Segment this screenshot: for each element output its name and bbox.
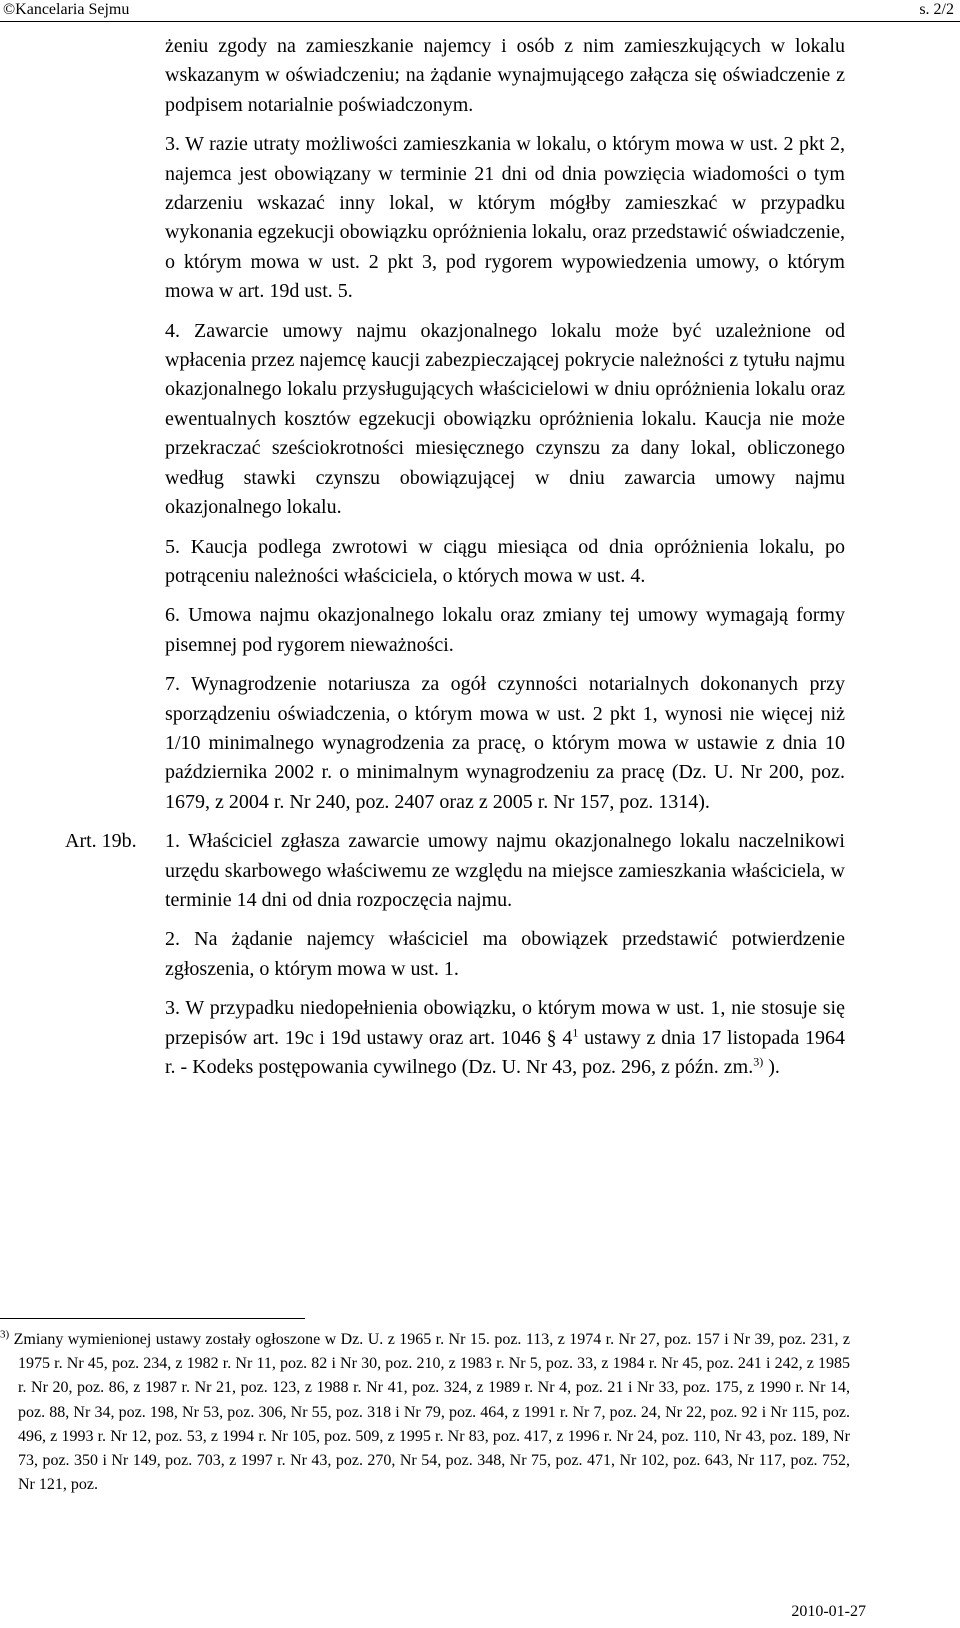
header-page-number: s. 2/2: [919, 1, 954, 18]
footnote-separator: [0, 1318, 305, 1319]
header-rule: [0, 21, 960, 22]
footnote-mark: 3): [0, 1328, 10, 1341]
footnote-3: [0, 1328, 850, 1497]
footnote-reference[interactable]: 3): [753, 1054, 764, 1069]
section-3-superscript: 1: [572, 1024, 579, 1039]
article-19b-section-2: 2. Na żądanie najemcy właściciel ma obowiązek przedstawić potwierdzenie zgłoszenia, o którym mowa w ust. 1.: [165, 928, 845, 980]
page-header: [0, 0, 960, 20]
paragraph-3: 3. W razie utraty możliwości zamieszkania w lokalu, o którym mowa w ust. 2 pkt 2, najemca jest obowiązany w terminie 21 dni od dnia powzięcia wiadomości o tym zdarzeniu wskazać inny lokal, w którym mógłby zamieszkać w przypadku wykonania egzekucji obowiązku opróżnienia lokalu, oraz przedstawić oświadczenie, o którym mowa w ust. 2 pkt 3, pod rygorem wypowiedzenia umowy, o którym mowa w art. 19d ust. 5.: [165, 133, 845, 303]
article-19b-section-1: 1. Właściciel zgłasza zawarcie umowy najmu okazjonalnego lokalu naczelnikowi urzędu skarbowego właściwemu ze względu na miejsce zamieszkania właściciela, w terminie 14 dni od dnia rozpoczęcia najmu.: [165, 830, 845, 911]
article-19b-section-3: [165, 994, 845, 1082]
section-3-text-a: 3. W przypadku niedopełnienia obowiązku, o którym mowa w ust. 1, nie stosuje się przepisów art. 19c i 19d ustawy oraz art. 1046 § 4: [165, 997, 845, 1049]
section-3-text-c: ).: [763, 1056, 780, 1078]
paragraph-6: 6. Umowa najmu okazjonalnego lokalu oraz zmiany tej umowy wymagają formy pisemnej pod rygorem nieważności.: [165, 604, 845, 656]
article-label: Art. 19b.: [65, 830, 137, 853]
paragraph-7: 7. Wynagrodzenie notariusza za ogół czynności notarialnych dokonanych przy sporządzeniu oświadczenia, o którym mowa w ust. 2 pkt 1, wynosi nie więcej niż 1/10 minimalnego wynagrodzenia za pracę, o którym mowa w ustawie z dnia 10 października 2002 r. o minimalnym wynagrodzeniu za pracę (Dz. U. Nr 200, poz. 1679, z 2004 r. Nr 240, poz. 2407 oraz z 2005 r. Nr 157, poz. 1314).: [165, 673, 845, 813]
footnote-text: Zmiany wymienionej ustawy zostały ogłoszone w Dz. U. z 1965 r. Nr 15. poz. 113, z 1974 r. Nr 27, poz. 157 i Nr 39, poz. 231, z 1975 r. Nr 45, poz. 234, z 1982 r. Nr 11, poz. 82 i Nr 30, poz. 210, z 1983 r. Nr 5, poz. 33, z 1984 r. Nr 45, poz. 241 i 242, z 1985 r. Nr 20, poz. 86, z 1987 r. Nr 21, poz. 123, z 1988 r. Nr 41, poz. 324, z 1989 r. Nr 4, poz. 21 i Nr 33, poz. 175, z 1990 r. Nr 14, poz. 88, Nr 34, poz. 198, Nr 53, poz. 306, Nr 55, poz. 318 i Nr 79, poz. 464, z 1991 r. Nr 7, poz. 24, Nr 22, poz. 92 i Nr 115, poz. 496, z 1993 r. Nr 12, poz. 53, z 1994 r. Nr 105, poz. 509, z 1995 r. Nr 83, poz. 417, z 1996 r. Nr 24, poz. 110, Nr 43, poz. 189, Nr 73, poz. 350 i Nr 149, poz. 703, z 1997 r. Nr 43, poz. 270, Nr 54, poz. 348, Nr 75, poz. 471, Nr 102, poz. 643, Nr 117, poz. 752, Nr 121, poz.: [13, 1331, 851, 1494]
paragraph-5: 5. Kaucja podlega zwrotowi w ciągu miesiąca od dnia opróżnienia lokalu, po potrąceniu należności właściciela, o których mowa w ust. 4.: [165, 535, 845, 587]
header-source: ©Kancelaria Sejmu: [3, 1, 130, 18]
paragraph-4: 4. Zawarcie umowy najmu okazjonalnego lokalu może być uzależnione od wpłacenia przez najemcę kaucji zabezpieczającej pokrycie należności z tytułu najmu okazjonalnego lokalu przysługujących właścicielowi w dniu opróżnienia lokalu oraz ewentualnych kosztów egzekucji obowiązku opróżnienia lokalu. Kaucja nie może przekraczać sześciokrotności miesięcznego czynszu za dany lokal, obliczonego według stawki czynszu obowiązującej w dniu zawarcia umowy najmu okazjonalnego lokalu.: [165, 319, 845, 519]
article-19b: [65, 827, 845, 915]
footer-date: 2010-01-27: [791, 1603, 866, 1620]
document-body: [65, 32, 845, 1092]
paragraph-continuation: żeniu zgody na zamieszkanie najemcy i osób z nim zamieszkujących w lokalu wskazanym w oświadczeniu; na żądanie wynajmującego załącza się oświadczenie z podpisem notarialnie poświadczonym.: [165, 35, 845, 116]
section-3-text-b: ustawy z dnia 17 listopada 1964 r. - Kodeks postępowania cywilnego (Dz. U. Nr 43, poz. 296, z późn. zm.: [165, 1026, 845, 1078]
